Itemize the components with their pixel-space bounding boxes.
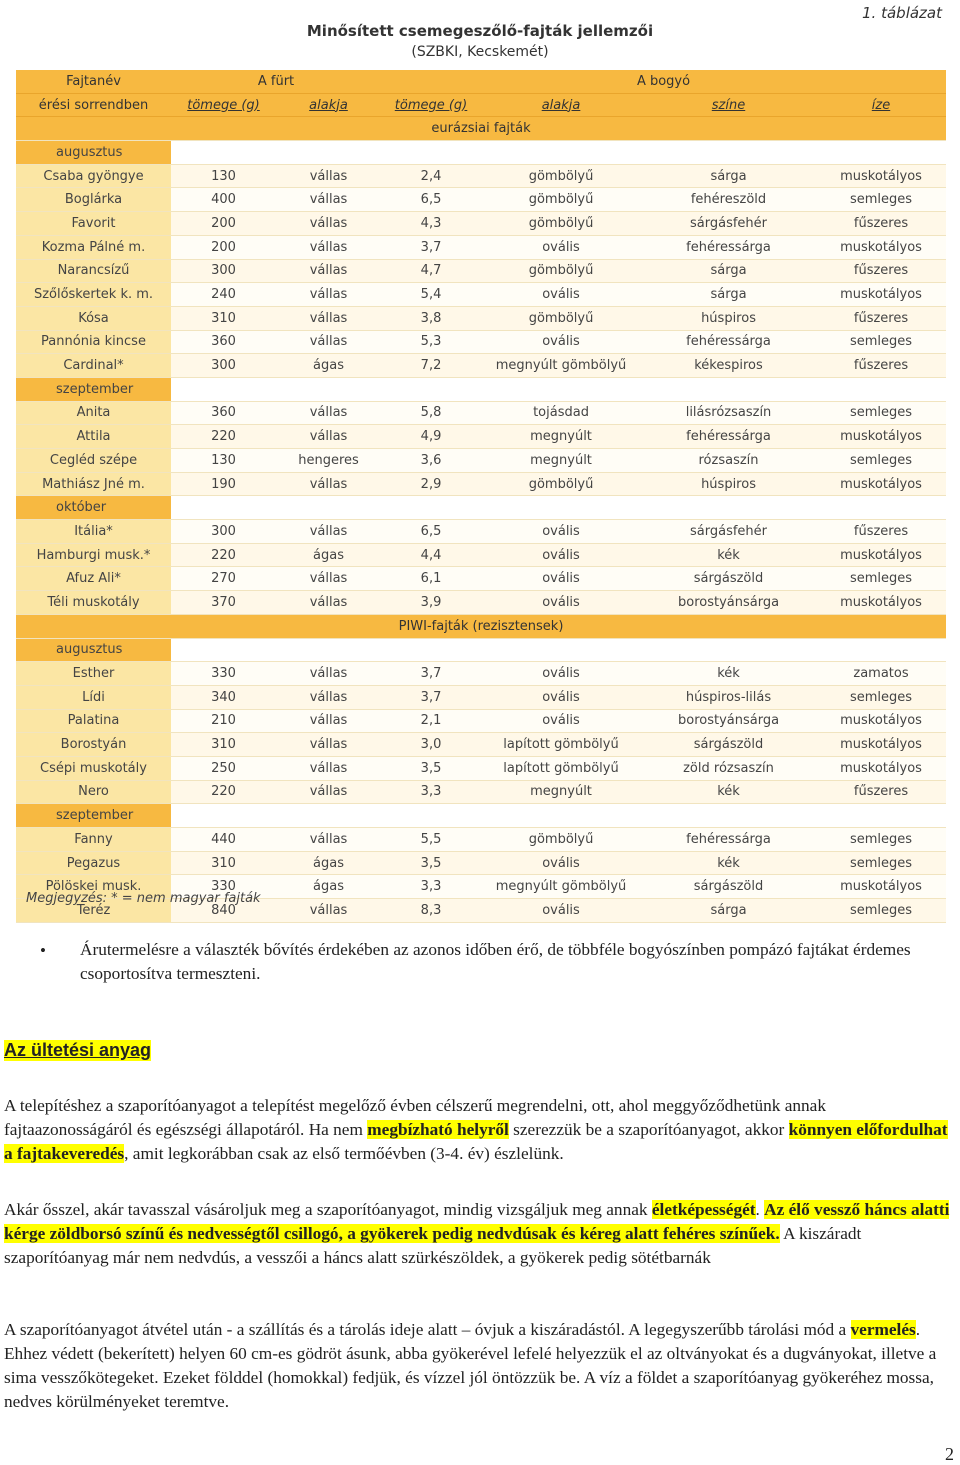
table-cell: vállas: [276, 662, 381, 686]
page-number: 2: [945, 1444, 954, 1464]
header-berry: A bogyó: [381, 70, 946, 93]
table-row: [16, 709, 946, 733]
table-cell: ovális: [481, 520, 641, 544]
table-row: [16, 851, 946, 875]
table-cell: ágas: [276, 543, 381, 567]
table-cell: lapított gömbölyű: [481, 756, 641, 780]
table-cell: gömbölyű: [481, 212, 641, 236]
table-cell: fehéressárga: [641, 330, 816, 354]
table-cell: muskotályos: [816, 591, 946, 615]
table-cell: vállas: [276, 401, 381, 425]
table-cell: 130: [171, 449, 276, 473]
table-row: [16, 235, 946, 259]
table-cell: vállas: [276, 235, 381, 259]
table-cell: 6,5: [381, 188, 481, 212]
table-row: [16, 164, 946, 188]
table-row: [16, 520, 946, 544]
table-cell: semleges: [816, 685, 946, 709]
p1-text-b: szerezzük be a szaporítóanyagot, akkor: [508, 1120, 789, 1139]
table-cell: 3,7: [381, 662, 481, 686]
month-row: [16, 804, 946, 828]
table-cell: 220: [171, 780, 276, 804]
month-row: [16, 141, 946, 165]
table-row: [16, 472, 946, 496]
variety-name-cell: Szőlőskertek k. m.: [16, 283, 171, 307]
header-taste: íze: [816, 93, 946, 117]
table-cell: 4,7: [381, 259, 481, 283]
table-cell: borostyánsárga: [641, 709, 816, 733]
month-label: augusztus: [16, 638, 171, 662]
month-spacer: [171, 804, 946, 828]
bullet-marker: •: [40, 941, 46, 960]
table-cell: muskotályos: [816, 425, 946, 449]
header-cluster: A fürt: [171, 70, 381, 93]
table-cell: ovális: [481, 662, 641, 686]
paragraph-1: [4, 1094, 954, 1166]
variety-name-cell: Hamburgi musk.*: [16, 543, 171, 567]
table-cell: fűszeres: [816, 212, 946, 236]
table-cell: 310: [171, 733, 276, 757]
table-cell: vállas: [276, 567, 381, 591]
table-cell: vállas: [276, 780, 381, 804]
table-subtitle: (SZBKI, Kecskemét): [411, 44, 549, 60]
table-cell: semleges: [816, 567, 946, 591]
table-cell: hengeres: [276, 449, 381, 473]
table-cell: fűszeres: [816, 354, 946, 378]
variety-name-cell: Pölöskei musk.: [16, 875, 171, 899]
header-berry-weight: tömege (g): [381, 93, 481, 117]
table-row: [16, 567, 946, 591]
table-cell: semleges: [816, 899, 946, 923]
table-row: [16, 259, 946, 283]
table-cell: ovális: [481, 567, 641, 591]
variety-name-cell: Fanny: [16, 828, 171, 852]
p2-highlight-2: Az élő vessző háncs alatti kérge zöldborsó színű és nedvességtől csillogó, a gyökerek pedig nedvdúsak és kéreg alatt fehéres színűek.: [4, 1200, 950, 1243]
table-cell: kék: [641, 662, 816, 686]
table-cell: vállas: [276, 685, 381, 709]
table-cell: vállas: [276, 425, 381, 449]
table-cell: 2,1: [381, 709, 481, 733]
table-cell: 300: [171, 354, 276, 378]
table-cell: vállas: [276, 756, 381, 780]
p1-text-c: , amit legkorábban csak az első termőévben (3-4. év) észlelünk.: [124, 1144, 564, 1163]
table-cell: kékespiros: [641, 354, 816, 378]
table-cell: megnyúlt: [481, 425, 641, 449]
paragraph-2: [4, 1198, 954, 1270]
table-cell: muskotályos: [816, 733, 946, 757]
table-cell: ágas: [276, 875, 381, 899]
table-cell: ágas: [276, 851, 381, 875]
table-cell: 130: [171, 164, 276, 188]
header-berry-shape: alakja: [481, 93, 641, 117]
month-row: [16, 638, 946, 662]
table-cell: 300: [171, 259, 276, 283]
table-cell: vállas: [276, 733, 381, 757]
table-header-row-1: [16, 70, 946, 93]
table-cell: gömbölyű: [481, 828, 641, 852]
variety-name-cell: Cardinal*: [16, 354, 171, 378]
variety-name-cell: Csépi muskotály: [16, 756, 171, 780]
table-row: [16, 330, 946, 354]
table-cell: ovális: [481, 685, 641, 709]
table-cell: fehéressárga: [641, 828, 816, 852]
table-row: [16, 212, 946, 236]
table-row: [16, 283, 946, 307]
table-cell: lilásrózsaszín: [641, 401, 816, 425]
table-cell: semleges: [816, 851, 946, 875]
table-cell: 2,9: [381, 472, 481, 496]
table-cell: 400: [171, 188, 276, 212]
table-cell: fehéressárga: [641, 425, 816, 449]
table-cell: ovális: [481, 851, 641, 875]
table-cell: ovális: [481, 899, 641, 923]
table-row: [16, 543, 946, 567]
table-cell: vállas: [276, 259, 381, 283]
table-cell: vállas: [276, 330, 381, 354]
header-cluster-weight: tömege (g): [171, 93, 276, 117]
table-cell: 250: [171, 756, 276, 780]
table-cell: sárga: [641, 899, 816, 923]
table-cell: megnyúlt gömbölyű: [481, 354, 641, 378]
variety-name-cell: Pannónia kincse: [16, 330, 171, 354]
table-row: [16, 425, 946, 449]
table-cell: vállas: [276, 212, 381, 236]
table-cell: 5,8: [381, 401, 481, 425]
table-cell: muskotályos: [816, 875, 946, 899]
month-row: [16, 496, 946, 520]
table-cell: 330: [171, 875, 276, 899]
table-cell: ovális: [481, 235, 641, 259]
table-cell: 6,5: [381, 520, 481, 544]
month-label: október: [16, 496, 171, 520]
table-cell: fűszeres: [816, 306, 946, 330]
table-cell: 5,5: [381, 828, 481, 852]
table-cell: 7,2: [381, 354, 481, 378]
table-cell: vállas: [276, 164, 381, 188]
p1-text-a: A telepítéshez a szaporítóanyagot a telepítést megelőző évben célszerű megrendelni, ott, ahol meggyőződhetünk annak fajtaazonosságáról és egészségi állapotáról. Ha nem: [4, 1096, 826, 1139]
variety-name-cell: Esther: [16, 662, 171, 686]
variety-name-cell: Mathiász Jné m.: [16, 472, 171, 496]
table-cell: 840: [171, 899, 276, 923]
table-cell: fehéressárga: [641, 235, 816, 259]
table-cell: gömbölyű: [481, 306, 641, 330]
header-cluster-shape: alakja: [276, 93, 381, 117]
variety-name-cell: Pegazus: [16, 851, 171, 875]
table-cell: muskotályos: [816, 164, 946, 188]
table-cell: muskotályos: [816, 756, 946, 780]
table-cell: zamatos: [816, 662, 946, 686]
table-cell: 3,7: [381, 235, 481, 259]
table-cell: vállas: [276, 899, 381, 923]
table-cell: ovális: [481, 543, 641, 567]
table-cell: muskotályos: [816, 472, 946, 496]
table-cell: 370: [171, 591, 276, 615]
table-cell: 310: [171, 306, 276, 330]
table-caption: 1. táblázat: [862, 4, 942, 22]
table-cell: húspiros: [641, 472, 816, 496]
variety-name-cell: Boglárka: [16, 188, 171, 212]
table-cell: 3,3: [381, 780, 481, 804]
table-cell: kék: [641, 780, 816, 804]
table-cell: 310: [171, 851, 276, 875]
table-cell: 300: [171, 520, 276, 544]
table-cell: muskotályos: [816, 235, 946, 259]
variety-name-cell: Lídi: [16, 685, 171, 709]
month-spacer: [171, 496, 946, 520]
table-cell: húspiros-lilás: [641, 685, 816, 709]
table-cell: 360: [171, 330, 276, 354]
table-cell: megnyúlt: [481, 780, 641, 804]
p1-highlight-1: megbízható helyről: [367, 1120, 509, 1139]
table-cell: 220: [171, 425, 276, 449]
table-cell: 220: [171, 543, 276, 567]
paragraph-3: [4, 1318, 954, 1414]
table-cell: ágas: [276, 354, 381, 378]
variety-name-cell: Kozma Pálné m.: [16, 235, 171, 259]
table-note: Megjegyzés: * = nem magyar fajták: [26, 891, 261, 906]
table-cell: sárga: [641, 259, 816, 283]
table-cell: borostyánsárga: [641, 591, 816, 615]
table-cell: sárga: [641, 164, 816, 188]
table-cell: 210: [171, 709, 276, 733]
variety-name-cell: Téli muskotály: [16, 591, 171, 615]
table-cell: 5,4: [381, 283, 481, 307]
section-title: PIWI-fajták (rezisztensek): [16, 614, 946, 638]
table-cell: 240: [171, 283, 276, 307]
table-row: [16, 354, 946, 378]
table-cell: 200: [171, 212, 276, 236]
variety-name-cell: Nero: [16, 780, 171, 804]
table-cell: 4,3: [381, 212, 481, 236]
variety-name-cell: Narancsízű: [16, 259, 171, 283]
table-cell: lapított gömbölyű: [481, 733, 641, 757]
table-cell: vállas: [276, 828, 381, 852]
table-cell: 340: [171, 685, 276, 709]
table-cell: 3,6: [381, 449, 481, 473]
month-row: [16, 377, 946, 401]
table-cell: 8,3: [381, 899, 481, 923]
table-cell: fűszeres: [816, 259, 946, 283]
table-cell: rózsaszín: [641, 449, 816, 473]
table-cell: vállas: [276, 591, 381, 615]
bullet-text: Árutermelésre a választék bővítés érdekében az azonos időben érő, de többféle bogyószínben pompázó fajtákat érdemes csoportosítva termeszteni.: [80, 940, 911, 983]
table-cell: 3,3: [381, 875, 481, 899]
table-cell: vállas: [276, 472, 381, 496]
table-cell: 440: [171, 828, 276, 852]
section-row: [16, 614, 946, 638]
table-row: [16, 685, 946, 709]
variety-name-cell: Favorit: [16, 212, 171, 236]
table-title: Minősített csemegeszőlő-fajták jellemzői: [306, 22, 654, 40]
p3-highlight-1: vermelés: [850, 1320, 916, 1339]
variety-name-cell: Borostyán: [16, 733, 171, 757]
header-color: színe: [641, 93, 816, 117]
table-cell: megnyúlt: [481, 449, 641, 473]
table-cell: vállas: [276, 709, 381, 733]
table-cell: ovális: [481, 591, 641, 615]
table-cell: 3,8: [381, 306, 481, 330]
table-cell: sárgászöld: [641, 567, 816, 591]
table-cell: gömbölyű: [481, 188, 641, 212]
variety-name-cell: Kósa: [16, 306, 171, 330]
p1-highlight-2: könnyen előfordulhat a fajtakeveredés: [4, 1120, 948, 1163]
table-cell: vállas: [276, 520, 381, 544]
table-cell: muskotályos: [816, 543, 946, 567]
section-row: [16, 117, 946, 141]
table-row: [16, 449, 946, 473]
table-cell: tojásdad: [481, 401, 641, 425]
header-order: érési sorrendben: [16, 93, 171, 117]
table-cell: 4,9: [381, 425, 481, 449]
section-heading: Az ültetési anyag: [4, 1040, 152, 1060]
table-cell: fehéreszöld: [641, 188, 816, 212]
table-cell: 5,3: [381, 330, 481, 354]
month-label: augusztus: [16, 141, 171, 165]
table-cell: fűszeres: [816, 520, 946, 544]
variety-name-cell: Attila: [16, 425, 171, 449]
table-cell: gömbölyű: [481, 164, 641, 188]
table-cell: 200: [171, 235, 276, 259]
table-row: [16, 306, 946, 330]
header-variety: Fajtanév: [16, 70, 171, 93]
month-spacer: [171, 377, 946, 401]
table-cell: zöld rózsaszín: [641, 756, 816, 780]
table-cell: vállas: [276, 188, 381, 212]
variety-name-cell: Cegléd szépe: [16, 449, 171, 473]
table-cell: 190: [171, 472, 276, 496]
table-cell: sárgászöld: [641, 875, 816, 899]
table-cell: ovális: [481, 709, 641, 733]
month-spacer: [171, 141, 946, 165]
month-label: szeptember: [16, 377, 171, 401]
table-row: [16, 591, 946, 615]
table-cell: 3,5: [381, 851, 481, 875]
table-cell: semleges: [816, 188, 946, 212]
p3-text-b: . Ehhez védett (bekerített) helyen 60 cm-es gödröt ásunk, abba gyökerével lefelé helyezzük el az oltványokat és a dugványokat, illetve a sima vesszőkötegeket. Ezeket földdel (homokkal) fedjük, és vízzel jól öntözzük be. A víz a földet a szaporítóanyag gyökeréhez mossa, nedves körülményeket teremtve.: [4, 1320, 937, 1411]
table-row: [16, 780, 946, 804]
table-header-row-2: [16, 93, 946, 117]
table-cell: semleges: [816, 401, 946, 425]
table-row: [16, 662, 946, 686]
table-cell: 3,9: [381, 591, 481, 615]
table-cell: 2,4: [381, 164, 481, 188]
table-row: [16, 188, 946, 212]
variety-name-cell: Csaba gyöngye: [16, 164, 171, 188]
table-cell: kék: [641, 851, 816, 875]
table-cell: megnyúlt gömbölyű: [481, 875, 641, 899]
table-cell: 3,0: [381, 733, 481, 757]
p2-text-a: Akár ősszel, akár tavasszal vásároljuk meg a szaporítóanyagot, mindig vizsgáljuk meg annak: [4, 1200, 652, 1219]
variety-name-cell: Afuz Ali*: [16, 567, 171, 591]
variety-name-cell: Anita: [16, 401, 171, 425]
grape-variety-table: [16, 70, 946, 923]
table-cell: sárgásfehér: [641, 520, 816, 544]
table-cell: vállas: [276, 283, 381, 307]
table-cell: muskotályos: [816, 709, 946, 733]
table-cell: fűszeres: [816, 780, 946, 804]
p2-text-b: .: [755, 1200, 765, 1219]
table-cell: 270: [171, 567, 276, 591]
table-cell: semleges: [816, 330, 946, 354]
table-cell: 6,1: [381, 567, 481, 591]
table-cell: 3,5: [381, 756, 481, 780]
table-cell: gömbölyű: [481, 472, 641, 496]
section-title: eurázsiai fajták: [16, 117, 946, 141]
p2-text-c: A kiszáradt szaporítóanyag már nem nedvdús, a vesszői a háncs alatt szürkészöldek, a gyökerek pedig sötétbarnák: [4, 1224, 862, 1267]
table-cell: semleges: [816, 828, 946, 852]
table-row: [16, 401, 946, 425]
table-cell: gömbölyű: [481, 259, 641, 283]
month-spacer: [171, 638, 946, 662]
table-cell: muskotályos: [816, 283, 946, 307]
table-row: [16, 756, 946, 780]
p2-highlight-1: életképességét: [651, 1200, 756, 1219]
table-cell: sárga: [641, 283, 816, 307]
table-cell: sárgásfehér: [641, 212, 816, 236]
variety-name-cell: Itália*: [16, 520, 171, 544]
table-row: [16, 828, 946, 852]
table-row: [16, 733, 946, 757]
table-cell: kék: [641, 543, 816, 567]
month-label: szeptember: [16, 804, 171, 828]
table-cell: 330: [171, 662, 276, 686]
p3-text-a: A szaporítóanyagot átvétel után - a szállítás és a tárolás ideje alatt – óvjuk a kiszáradástól. A legegyszerűbb tárolási mód a: [4, 1320, 851, 1339]
table-cell: sárgászöld: [641, 733, 816, 757]
table-cell: 360: [171, 401, 276, 425]
table-cell: húspiros: [641, 306, 816, 330]
table-cell: 3,7: [381, 685, 481, 709]
table-cell: 4,4: [381, 543, 481, 567]
table-cell: ovális: [481, 283, 641, 307]
table-cell: semleges: [816, 449, 946, 473]
variety-name-cell: Teréz: [16, 899, 171, 923]
table-cell: vállas: [276, 306, 381, 330]
table-cell: ovális: [481, 330, 641, 354]
variety-name-cell: Palatina: [16, 709, 171, 733]
